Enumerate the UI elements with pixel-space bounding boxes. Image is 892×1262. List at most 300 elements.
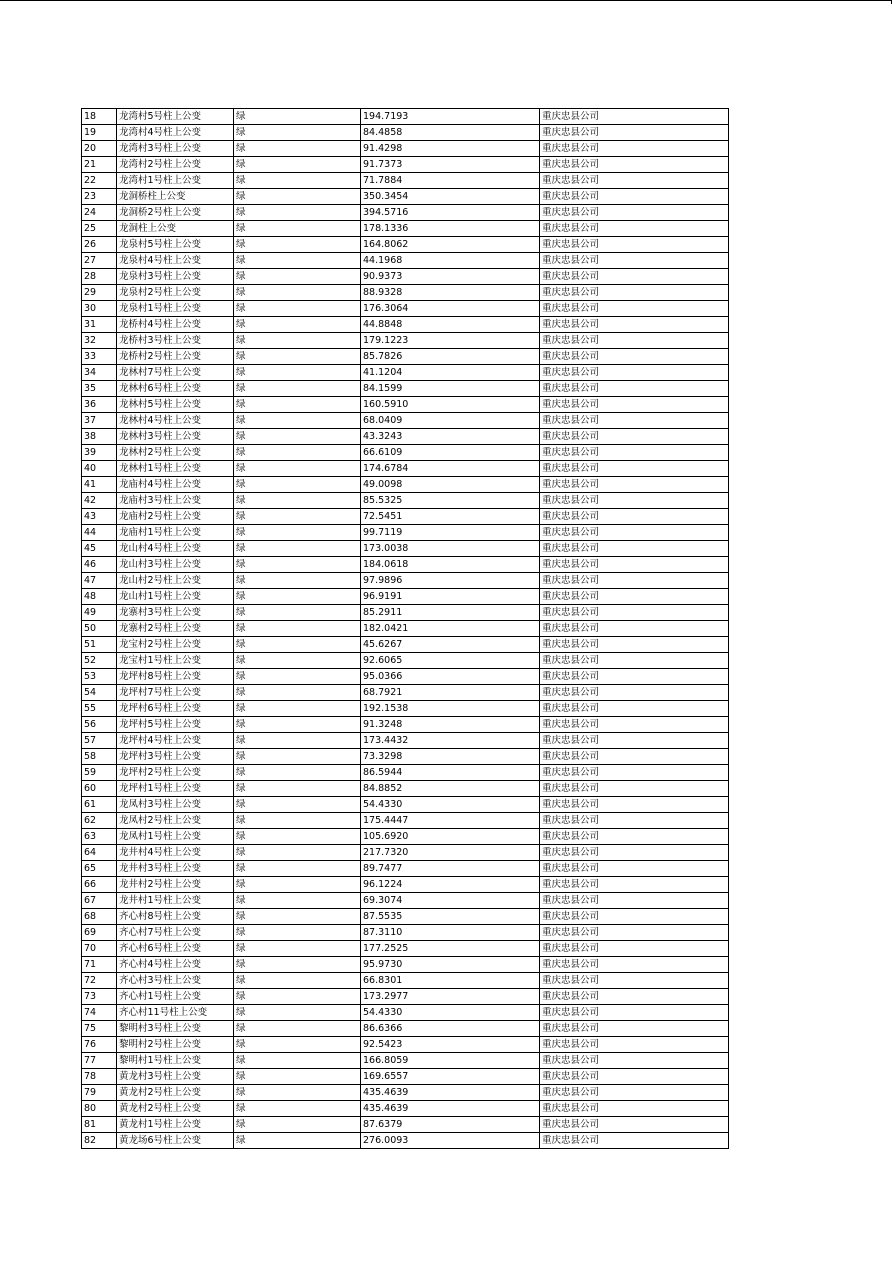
company-cell: 重庆忠县公司 <box>540 253 729 269</box>
company-cell: 重庆忠县公司 <box>540 301 729 317</box>
company-cell: 重庆忠县公司 <box>540 605 729 621</box>
table-row <box>82 573 729 589</box>
company-cell: 重庆忠县公司 <box>540 717 729 733</box>
transformer-name-cell: 龙庙村2号柱上公变 <box>117 509 234 525</box>
value-cell: 43.3243 <box>361 429 540 445</box>
transformer-name-cell: 龙山村4号柱上公变 <box>117 541 234 557</box>
row-number-cell: 30 <box>82 301 117 317</box>
value-cell: 184.0618 <box>361 557 540 573</box>
status-color-cell: 绿 <box>234 941 361 957</box>
status-color-cell: 绿 <box>234 221 361 237</box>
table-row <box>82 173 729 189</box>
status-color-cell: 绿 <box>234 205 361 221</box>
transformer-name-cell: 齐心村11号柱上公变 <box>117 1005 234 1021</box>
company-cell: 重庆忠县公司 <box>540 797 729 813</box>
company-cell: 重庆忠县公司 <box>540 1117 729 1133</box>
row-number-cell: 51 <box>82 637 117 653</box>
company-cell: 重庆忠县公司 <box>540 109 729 125</box>
transformer-name-cell: 龙林村5号柱上公变 <box>117 397 234 413</box>
status-color-cell: 绿 <box>234 525 361 541</box>
value-cell: 87.5535 <box>361 909 540 925</box>
table-row <box>82 269 729 285</box>
company-cell: 重庆忠县公司 <box>540 333 729 349</box>
status-color-cell: 绿 <box>234 157 361 173</box>
value-cell: 54.4330 <box>361 1005 540 1021</box>
transformer-name-cell: 龙凤村1号柱上公变 <box>117 829 234 845</box>
company-cell: 重庆忠县公司 <box>540 653 729 669</box>
company-cell: 重庆忠县公司 <box>540 685 729 701</box>
transformer-name-cell: 龙坪村3号柱上公变 <box>117 749 234 765</box>
transformer-name-cell: 龙林村3号柱上公变 <box>117 429 234 445</box>
page-top-rule <box>0 0 892 1</box>
table-row <box>82 877 729 893</box>
company-cell: 重庆忠县公司 <box>540 957 729 973</box>
value-cell: 45.6267 <box>361 637 540 653</box>
status-color-cell: 绿 <box>234 333 361 349</box>
table-body <box>82 109 729 1149</box>
company-cell: 重庆忠县公司 <box>540 541 729 557</box>
row-number-cell: 41 <box>82 477 117 493</box>
value-cell: 435.4639 <box>361 1085 540 1101</box>
row-number-cell: 64 <box>82 845 117 861</box>
value-cell: 54.4330 <box>361 797 540 813</box>
company-cell: 重庆忠县公司 <box>540 413 729 429</box>
transformer-name-cell: 龙山村2号柱上公变 <box>117 573 234 589</box>
row-number-cell: 21 <box>82 157 117 173</box>
table-row <box>82 1021 729 1037</box>
value-cell: 88.9328 <box>361 285 540 301</box>
table-row <box>82 621 729 637</box>
value-cell: 73.3298 <box>361 749 540 765</box>
row-number-cell: 62 <box>82 813 117 829</box>
transformer-name-cell: 龙林村1号柱上公变 <box>117 461 234 477</box>
status-color-cell: 绿 <box>234 253 361 269</box>
table-row <box>82 653 729 669</box>
table-row <box>82 701 729 717</box>
value-cell: 91.4298 <box>361 141 540 157</box>
value-cell: 276.0093 <box>361 1133 540 1149</box>
company-cell: 重庆忠县公司 <box>540 637 729 653</box>
company-cell: 重庆忠县公司 <box>540 669 729 685</box>
row-number-cell: 67 <box>82 893 117 909</box>
transformer-name-cell: 龙泉村1号柱上公变 <box>117 301 234 317</box>
table-row <box>82 749 729 765</box>
value-cell: 84.1599 <box>361 381 540 397</box>
company-cell: 重庆忠县公司 <box>540 1085 729 1101</box>
value-cell: 350.3454 <box>361 189 540 205</box>
row-number-cell: 25 <box>82 221 117 237</box>
status-color-cell: 绿 <box>234 861 361 877</box>
table-row <box>82 205 729 221</box>
table-row <box>82 589 729 605</box>
value-cell: 169.6557 <box>361 1069 540 1085</box>
status-color-cell: 绿 <box>234 237 361 253</box>
value-cell: 95.9730 <box>361 957 540 973</box>
status-color-cell: 绿 <box>234 365 361 381</box>
row-number-cell: 43 <box>82 509 117 525</box>
value-cell: 90.9373 <box>361 269 540 285</box>
transformer-name-cell: 龙宝村2号柱上公变 <box>117 637 234 653</box>
table-row <box>82 829 729 845</box>
row-number-cell: 53 <box>82 669 117 685</box>
table-row <box>82 461 729 477</box>
company-cell: 重庆忠县公司 <box>540 1021 729 1037</box>
company-cell: 重庆忠县公司 <box>540 701 729 717</box>
table-row <box>82 909 729 925</box>
row-number-cell: 61 <box>82 797 117 813</box>
status-color-cell: 绿 <box>234 509 361 525</box>
table-row <box>82 1005 729 1021</box>
transformer-name-cell: 龙庙村3号柱上公变 <box>117 493 234 509</box>
table-row <box>82 445 729 461</box>
transformer-table <box>81 108 729 1149</box>
table-row <box>82 941 729 957</box>
transformer-name-cell: 龙林村6号柱上公变 <box>117 381 234 397</box>
table-row <box>82 861 729 877</box>
status-color-cell: 绿 <box>234 1117 361 1133</box>
status-color-cell: 绿 <box>234 1005 361 1021</box>
transformer-name-cell: 龙泉村3号柱上公变 <box>117 269 234 285</box>
status-color-cell: 绿 <box>234 797 361 813</box>
row-number-cell: 57 <box>82 733 117 749</box>
transformer-name-cell: 龙庙村1号柱上公变 <box>117 525 234 541</box>
row-number-cell: 22 <box>82 173 117 189</box>
value-cell: 176.3064 <box>361 301 540 317</box>
status-color-cell: 绿 <box>234 669 361 685</box>
status-color-cell: 绿 <box>234 589 361 605</box>
company-cell: 重庆忠县公司 <box>540 557 729 573</box>
company-cell: 重庆忠县公司 <box>540 1053 729 1069</box>
table-row <box>82 797 729 813</box>
company-cell: 重庆忠县公司 <box>540 1005 729 1021</box>
status-color-cell: 绿 <box>234 973 361 989</box>
table-row <box>82 333 729 349</box>
company-cell: 重庆忠县公司 <box>540 381 729 397</box>
row-number-cell: 26 <box>82 237 117 253</box>
transformer-name-cell: 龙寨村3号柱上公变 <box>117 605 234 621</box>
transformer-name-cell: 龙坪村1号柱上公变 <box>117 781 234 797</box>
company-cell: 重庆忠县公司 <box>540 269 729 285</box>
value-cell: 173.2977 <box>361 989 540 1005</box>
row-number-cell: 38 <box>82 429 117 445</box>
row-number-cell: 72 <box>82 973 117 989</box>
company-cell: 重庆忠县公司 <box>540 141 729 157</box>
company-cell: 重庆忠县公司 <box>540 621 729 637</box>
transformer-name-cell: 龙桥村4号柱上公变 <box>117 317 234 333</box>
transformer-name-cell: 黄龙村1号柱上公变 <box>117 1117 234 1133</box>
row-number-cell: 39 <box>82 445 117 461</box>
table-row <box>82 285 729 301</box>
value-cell: 44.1968 <box>361 253 540 269</box>
table-row <box>82 477 729 493</box>
row-number-cell: 29 <box>82 285 117 301</box>
row-number-cell: 73 <box>82 989 117 1005</box>
value-cell: 68.0409 <box>361 413 540 429</box>
status-color-cell: 绿 <box>234 493 361 509</box>
company-cell: 重庆忠县公司 <box>540 909 729 925</box>
transformer-name-cell: 龙林村7号柱上公变 <box>117 365 234 381</box>
row-number-cell: 42 <box>82 493 117 509</box>
company-cell: 重庆忠县公司 <box>540 765 729 781</box>
row-number-cell: 27 <box>82 253 117 269</box>
value-cell: 164.8062 <box>361 237 540 253</box>
table-row <box>82 509 729 525</box>
company-cell: 重庆忠县公司 <box>540 493 729 509</box>
company-cell: 重庆忠县公司 <box>540 781 729 797</box>
value-cell: 435.4639 <box>361 1101 540 1117</box>
transformer-name-cell: 齐心村1号柱上公变 <box>117 989 234 1005</box>
row-number-cell: 46 <box>82 557 117 573</box>
value-cell: 160.5910 <box>361 397 540 413</box>
row-number-cell: 44 <box>82 525 117 541</box>
company-cell: 重庆忠县公司 <box>540 573 729 589</box>
table-row <box>82 493 729 509</box>
company-cell: 重庆忠县公司 <box>540 445 729 461</box>
value-cell: 173.4432 <box>361 733 540 749</box>
company-cell: 重庆忠县公司 <box>540 525 729 541</box>
row-number-cell: 52 <box>82 653 117 669</box>
company-cell: 重庆忠县公司 <box>540 157 729 173</box>
status-color-cell: 绿 <box>234 685 361 701</box>
status-color-cell: 绿 <box>234 477 361 493</box>
value-cell: 175.4447 <box>361 813 540 829</box>
table-row <box>82 1101 729 1117</box>
value-cell: 178.1336 <box>361 221 540 237</box>
transformer-name-cell: 龙桥村2号柱上公变 <box>117 349 234 365</box>
transformer-name-cell: 齐心村4号柱上公变 <box>117 957 234 973</box>
status-color-cell: 绿 <box>234 573 361 589</box>
company-cell: 重庆忠县公司 <box>540 125 729 141</box>
transformer-name-cell: 龙坪村4号柱上公变 <box>117 733 234 749</box>
status-color-cell: 绿 <box>234 269 361 285</box>
status-color-cell: 绿 <box>234 925 361 941</box>
company-cell: 重庆忠县公司 <box>540 973 729 989</box>
row-number-cell: 20 <box>82 141 117 157</box>
company-cell: 重庆忠县公司 <box>540 845 729 861</box>
table-row <box>82 109 729 125</box>
table-row <box>82 157 729 173</box>
company-cell: 重庆忠县公司 <box>540 429 729 445</box>
transformer-name-cell: 黎明村2号柱上公变 <box>117 1037 234 1053</box>
transformer-name-cell: 龙井村3号柱上公变 <box>117 861 234 877</box>
status-color-cell: 绿 <box>234 349 361 365</box>
table-row <box>82 397 729 413</box>
transformer-name-cell: 龙洞桥2号柱上公变 <box>117 205 234 221</box>
transformer-name-cell: 龙井村4号柱上公变 <box>117 845 234 861</box>
row-number-cell: 79 <box>82 1085 117 1101</box>
row-number-cell: 68 <box>82 909 117 925</box>
table-row <box>82 237 729 253</box>
row-number-cell: 71 <box>82 957 117 973</box>
status-color-cell: 绿 <box>234 1069 361 1085</box>
row-number-cell: 74 <box>82 1005 117 1021</box>
company-cell: 重庆忠县公司 <box>540 813 729 829</box>
row-number-cell: 66 <box>82 877 117 893</box>
status-color-cell: 绿 <box>234 1021 361 1037</box>
transformer-name-cell: 龙坪村2号柱上公变 <box>117 765 234 781</box>
row-number-cell: 76 <box>82 1037 117 1053</box>
status-color-cell: 绿 <box>234 461 361 477</box>
row-number-cell: 60 <box>82 781 117 797</box>
transformer-name-cell: 龙寨村2号柱上公变 <box>117 621 234 637</box>
status-color-cell: 绿 <box>234 1085 361 1101</box>
value-cell: 179.1223 <box>361 333 540 349</box>
transformer-name-cell: 龙洞桥柱上公变 <box>117 189 234 205</box>
row-number-cell: 63 <box>82 829 117 845</box>
transformer-name-cell: 龙泉村2号柱上公变 <box>117 285 234 301</box>
transformer-name-cell: 齐心村7号柱上公变 <box>117 925 234 941</box>
value-cell: 95.0366 <box>361 669 540 685</box>
transformer-name-cell: 龙坪村5号柱上公变 <box>117 717 234 733</box>
status-color-cell: 绿 <box>234 413 361 429</box>
transformer-name-cell: 黎明村3号柱上公变 <box>117 1021 234 1037</box>
transformer-name-cell: 龙坪村7号柱上公变 <box>117 685 234 701</box>
value-cell: 87.6379 <box>361 1117 540 1133</box>
status-color-cell: 绿 <box>234 445 361 461</box>
table-row <box>82 141 729 157</box>
transformer-name-cell: 龙庙村4号柱上公变 <box>117 477 234 493</box>
status-color-cell: 绿 <box>234 541 361 557</box>
value-cell: 66.8301 <box>361 973 540 989</box>
status-color-cell: 绿 <box>234 1101 361 1117</box>
value-cell: 85.5325 <box>361 493 540 509</box>
table-row <box>82 541 729 557</box>
table-row <box>82 813 729 829</box>
value-cell: 194.7193 <box>361 109 540 125</box>
value-cell: 174.6784 <box>361 461 540 477</box>
table-row <box>82 381 729 397</box>
status-color-cell: 绿 <box>234 893 361 909</box>
status-color-cell: 绿 <box>234 1053 361 1069</box>
value-cell: 96.9191 <box>361 589 540 605</box>
status-color-cell: 绿 <box>234 813 361 829</box>
value-cell: 87.3110 <box>361 925 540 941</box>
transformer-name-cell: 龙井村1号柱上公变 <box>117 893 234 909</box>
row-number-cell: 80 <box>82 1101 117 1117</box>
company-cell: 重庆忠县公司 <box>540 1069 729 1085</box>
table-row <box>82 989 729 1005</box>
status-color-cell: 绿 <box>234 621 361 637</box>
table-row <box>82 845 729 861</box>
transformer-name-cell: 龙桥村3号柱上公变 <box>117 333 234 349</box>
value-cell: 44.8848 <box>361 317 540 333</box>
status-color-cell: 绿 <box>234 637 361 653</box>
status-color-cell: 绿 <box>234 301 361 317</box>
value-cell: 68.7921 <box>361 685 540 701</box>
transformer-name-cell: 龙洞柱上公变 <box>117 221 234 237</box>
value-cell: 71.7884 <box>361 173 540 189</box>
table-row <box>82 733 729 749</box>
transformer-name-cell: 龙泉村5号柱上公变 <box>117 237 234 253</box>
row-number-cell: 58 <box>82 749 117 765</box>
company-cell: 重庆忠县公司 <box>540 733 729 749</box>
row-number-cell: 23 <box>82 189 117 205</box>
row-number-cell: 54 <box>82 685 117 701</box>
table-row <box>82 317 729 333</box>
transformer-name-cell: 黄龙场6号柱上公变 <box>117 1133 234 1149</box>
company-cell: 重庆忠县公司 <box>540 1133 729 1149</box>
table-row <box>82 253 729 269</box>
table-row <box>82 973 729 989</box>
transformer-name-cell: 龙坪村8号柱上公变 <box>117 669 234 685</box>
value-cell: 105.6920 <box>361 829 540 845</box>
company-cell: 重庆忠县公司 <box>540 349 729 365</box>
value-cell: 72.5451 <box>361 509 540 525</box>
row-number-cell: 55 <box>82 701 117 717</box>
company-cell: 重庆忠县公司 <box>540 237 729 253</box>
company-cell: 重庆忠县公司 <box>540 509 729 525</box>
status-color-cell: 绿 <box>234 189 361 205</box>
row-number-cell: 82 <box>82 1133 117 1149</box>
transformer-name-cell: 龙湾村5号柱上公变 <box>117 109 234 125</box>
company-cell: 重庆忠县公司 <box>540 925 729 941</box>
transformer-name-cell: 龙山村1号柱上公变 <box>117 589 234 605</box>
transformer-name-cell: 龙井村2号柱上公变 <box>117 877 234 893</box>
row-number-cell: 24 <box>82 205 117 221</box>
value-cell: 97.9896 <box>361 573 540 589</box>
transformer-name-cell: 龙坪村6号柱上公变 <box>117 701 234 717</box>
value-cell: 217.7320 <box>361 845 540 861</box>
status-color-cell: 绿 <box>234 381 361 397</box>
table-row <box>82 221 729 237</box>
table-row <box>82 765 729 781</box>
row-number-cell: 33 <box>82 349 117 365</box>
transformer-name-cell: 龙湾村3号柱上公变 <box>117 141 234 157</box>
status-color-cell: 绿 <box>234 1133 361 1149</box>
row-number-cell: 35 <box>82 381 117 397</box>
status-color-cell: 绿 <box>234 653 361 669</box>
company-cell: 重庆忠县公司 <box>540 749 729 765</box>
transformer-name-cell: 齐心村3号柱上公变 <box>117 973 234 989</box>
status-color-cell: 绿 <box>234 141 361 157</box>
table-row <box>82 1085 729 1101</box>
transformer-name-cell: 龙湾村2号柱上公变 <box>117 157 234 173</box>
value-cell: 166.8059 <box>361 1053 540 1069</box>
value-cell: 182.0421 <box>361 621 540 637</box>
table-row <box>82 525 729 541</box>
status-color-cell: 绿 <box>234 701 361 717</box>
table-row <box>82 429 729 445</box>
table-row <box>82 717 729 733</box>
transformer-name-cell: 黄龙村2号柱上公变 <box>117 1085 234 1101</box>
row-number-cell: 77 <box>82 1053 117 1069</box>
table-row <box>82 1037 729 1053</box>
table-row <box>82 125 729 141</box>
company-cell: 重庆忠县公司 <box>540 205 729 221</box>
company-cell: 重庆忠县公司 <box>540 397 729 413</box>
value-cell: 84.8852 <box>361 781 540 797</box>
transformer-name-cell: 龙凤村2号柱上公变 <box>117 813 234 829</box>
status-color-cell: 绿 <box>234 957 361 973</box>
transformer-name-cell: 齐心村6号柱上公变 <box>117 941 234 957</box>
row-number-cell: 70 <box>82 941 117 957</box>
status-color-cell: 绿 <box>234 173 361 189</box>
company-cell: 重庆忠县公司 <box>540 941 729 957</box>
transformer-name-cell: 黄龙村2号柱上公变 <box>117 1101 234 1117</box>
company-cell: 重庆忠县公司 <box>540 989 729 1005</box>
company-cell: 重庆忠县公司 <box>540 477 729 493</box>
company-cell: 重庆忠县公司 <box>540 173 729 189</box>
transformer-name-cell: 龙湾村4号柱上公变 <box>117 125 234 141</box>
row-number-cell: 32 <box>82 333 117 349</box>
value-cell: 84.4858 <box>361 125 540 141</box>
transformer-name-cell: 龙山村3号柱上公变 <box>117 557 234 573</box>
table-row <box>82 557 729 573</box>
table-row <box>82 781 729 797</box>
transformer-name-cell: 龙林村4号柱上公变 <box>117 413 234 429</box>
row-number-cell: 36 <box>82 397 117 413</box>
company-cell: 重庆忠县公司 <box>540 189 729 205</box>
